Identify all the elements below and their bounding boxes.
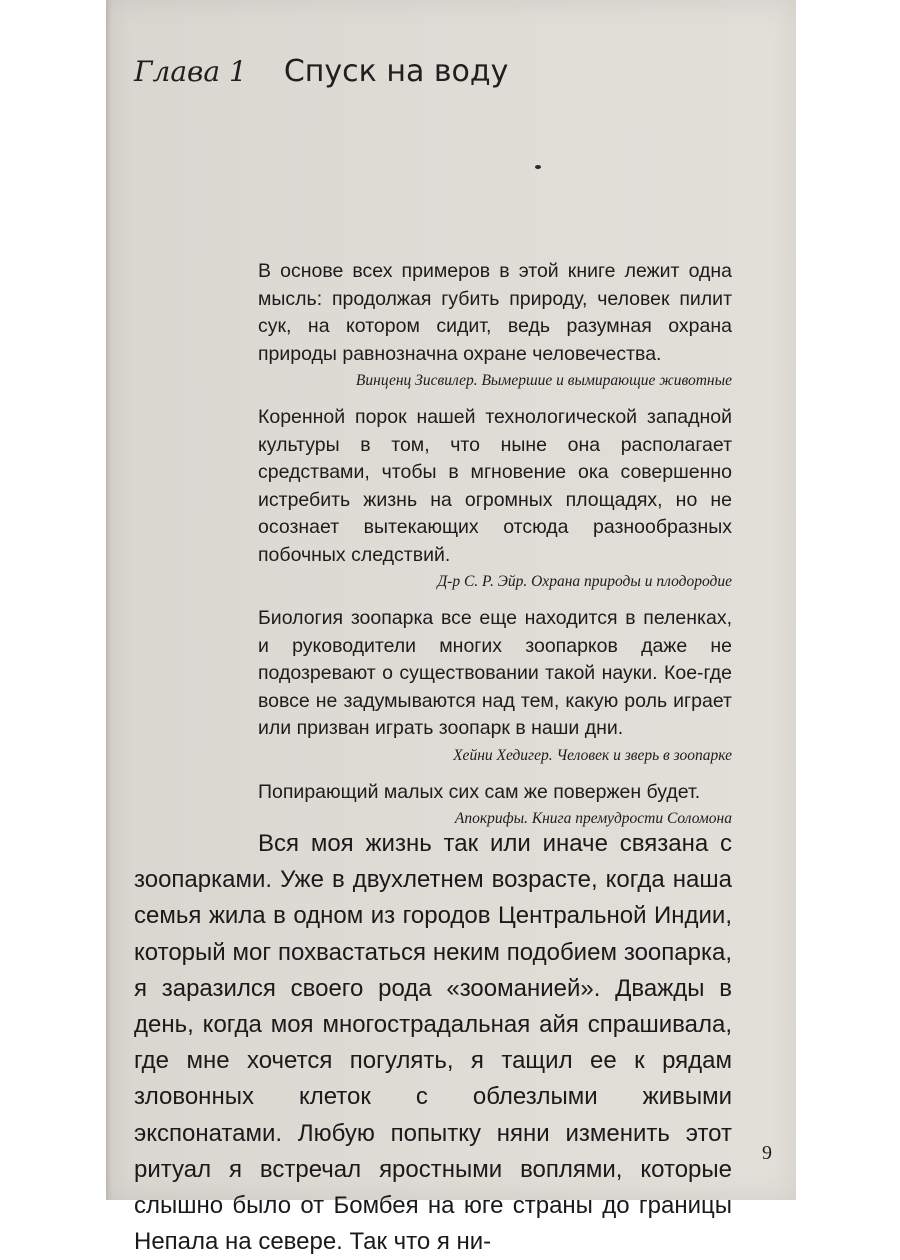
epigraph-text: В основе всех примеров в этой книге лежит одна мысль: продолжая губить природу, человек пилит сук, на котором сидит, ведь разумная охрана природы равнозначна охране человечества. <box>258 260 732 365</box>
page-number: 9 <box>762 1142 772 1164</box>
ink-speck <box>535 165 541 169</box>
epigraph <box>258 404 732 593</box>
epigraph-text: Попирающий малых сих сам же повержен будет. <box>258 780 701 803</box>
body-paragraph: Вся моя жизнь так или иначе связана с зоопарками. Уже в двухлетнем возрасте, когда наша семья жила в одном из городов Центральной Индии, который мог похвастаться неким подобием зоопарка, я заразился своего рода «зооманией». Дважды в день, когда моя многострадальная айя спрашивала, где мне хочется погулять, я тащил ее к рядам зловонных клеток с облезлыми живыми экспонатами. Любую попытку няни изменить этот ритуал я встречал яростными воплями, которые слышно было от Бомбея на юге страны до границы Непала на севере. Так что я ни- <box>134 830 732 1256</box>
epigraph-text: Коренной порок нашей технологической западной культуры в том, что ныне она располагает средствами, чтобы в мгновение ока совершенно истребить жизнь на огромных площадях, но не осознает вытекающих отсюда разнообразных побочных следствий. <box>258 406 732 566</box>
chapter-title: Спуск на воду <box>283 54 509 89</box>
epigraph-text: Биология зоопарка все еще находится в пеленках, и руководители многих зоопарков даже не подозревают о существовании такой науки. Кое-где вовсе не задумываются над тем, какую роль играет или призван играть зоопарк в наши дни. <box>258 607 732 739</box>
epigraph-source: Д-р С. Р. Эйр. Охрана природы и плодородие <box>437 573 732 590</box>
chapter-heading <box>134 54 754 89</box>
epigraph <box>258 779 732 831</box>
epigraph-block <box>258 258 732 842</box>
page-binding-shadow <box>106 0 112 1200</box>
epigraph-source: Хейни Хедигер. Человек и зверь в зоопарке <box>453 746 732 764</box>
epigraph-source: Апокрифы. Книга премудрости Соломона <box>454 810 732 827</box>
chapter-number: Глава 1 <box>134 55 247 88</box>
epigraph <box>258 605 732 767</box>
epigraph-source: Винценц Зисвилер. Вымершие и вымирающие животные <box>355 372 732 389</box>
epigraph <box>258 258 732 392</box>
